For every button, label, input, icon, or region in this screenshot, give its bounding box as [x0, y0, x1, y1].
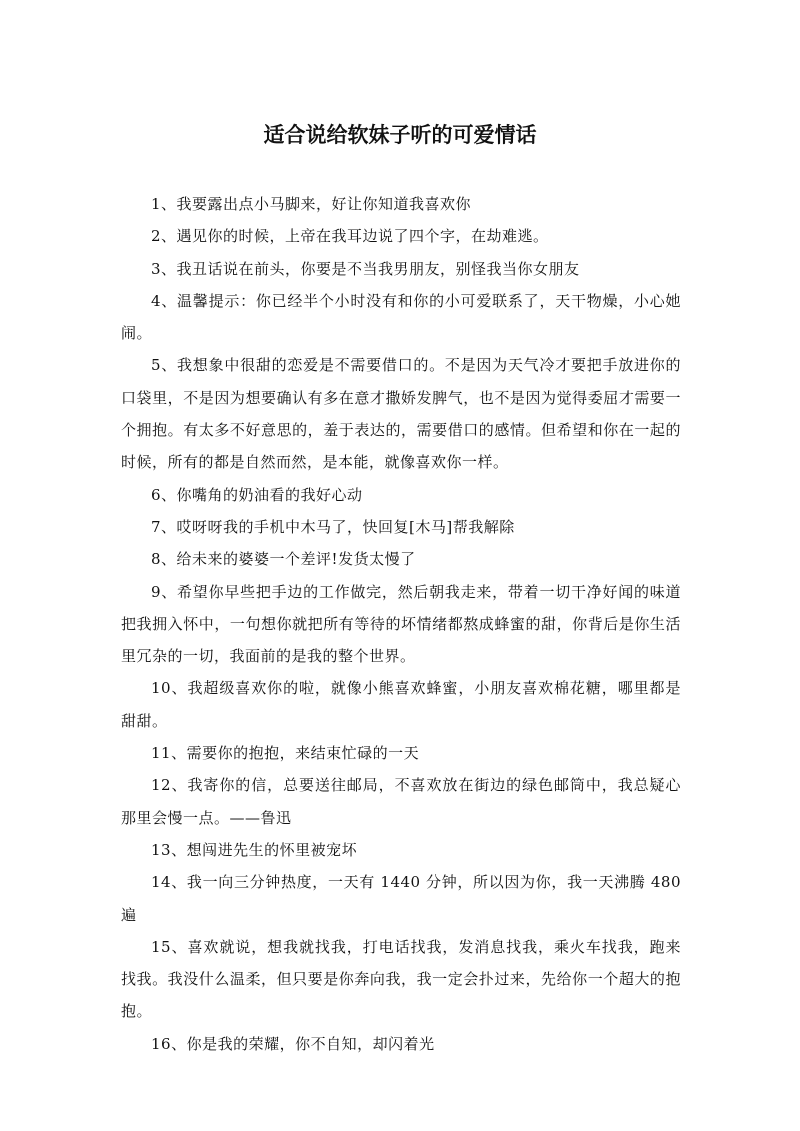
- paragraph-1: 1、我要露出点小马脚来，好让你知道我喜欢你: [151, 195, 472, 213]
- paragraph-6: 6、你嘴角的奶油看的我好心动: [151, 485, 363, 504]
- paragraph-16: 16、你是我的荣耀，你不自知，却闪着光: [151, 1034, 435, 1053]
- paragraph-8: 8、给未来的婆婆一个差评!发货太慢了: [151, 550, 416, 569]
- paragraph-4: 4、温馨提示：你已经半个小时没有和你的小可爱联系了，天干物燥，小心她闹。: [121, 291, 681, 343]
- page-title: 适合说给软妹子听的可爱情话: [263, 123, 537, 147]
- paragraph-2: 2、遇见你的时候，上帝在我耳边说了四个字，在劫难逃。: [151, 227, 549, 246]
- paragraph-13: 13、想闯进先生的怀里被宠坏: [151, 840, 358, 859]
- paragraph-14: 14、我一向三分钟热度，一天有 1440 分钟，所以因为你，我一天沸腾 480 遍: [121, 873, 681, 924]
- document-body: [121, 188, 681, 1060]
- paragraph-15: 15、喜欢就说，想我就找我，打电话找我，发消息找我，乘火车找我，跑来找我。我没什么温柔，但只要是你奔向我，我一定会扑过来，先给你一个超大的抱抱。: [121, 937, 681, 1021]
- paragraph-11: 11、需要你的抱抱，来结束忙碌的一天: [151, 744, 420, 763]
- paragraph-5: 5、我想象中很甜的恋爱是不需要借口的。不是因为天气冷才要把手放进你的口袋里，不是因为想要确认有多在意才撒娇发脾气，也不是因为觉得委屈才需要一个拥抱。有太多不好意思的，羞于表达的，需要借口的感情。但希望和你在一起的时候，所有的都是自然而然，是本能，就像喜欢你一样。: [121, 356, 681, 472]
- paragraph-12: 12、我寄你的信，总要送往邮局，不喜欢放在街边的绿色邮筒中，我总疑心那里会慢一点。——鲁迅: [121, 776, 681, 827]
- paragraph-3: 3、我丑话说在前头，你要是不当我男朋友，别怪我当你女朋友: [151, 259, 580, 278]
- paragraph-10: 10、我超级喜欢你的啦，就像小熊喜欢蜂蜜，小朋友喜欢棉花糖，哪里都是甜甜。: [121, 679, 681, 730]
- paragraph-7: 7、哎呀呀我的手机中木马了，快回复[木马]帮我解除: [151, 517, 515, 536]
- paragraph-9: 9、希望你早些把手边的工作做完，然后朝我走来，带着一切干净好闻的味道把我拥入怀中，一句想你就把所有等待的坏情绪都熬成蜂蜜的甜，你背后是你生活里冗杂的一切，我面前的是我的整个世界。: [121, 582, 681, 666]
